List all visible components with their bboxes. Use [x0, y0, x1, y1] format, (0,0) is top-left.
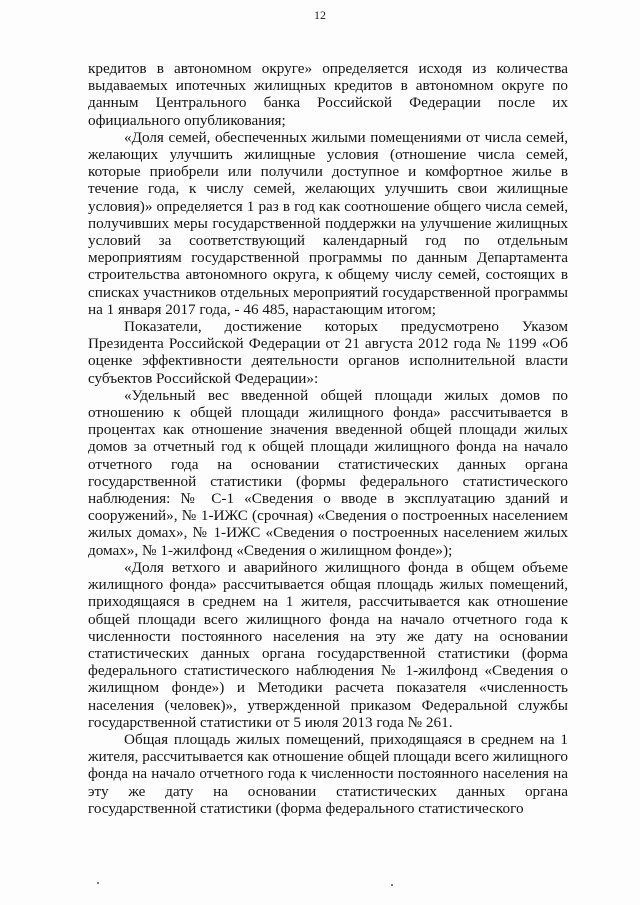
paragraph-family-housing-share: «Доля семей, обеспеченных жилыми помещениями от числа семей, желающих улучшить жилищные условия (отношение числа семей, которые приобрели или получили доступное и комфортное жилье в течение года, к числу семей, желающих улучшить свои жилищные условия)» определяется 1 раз в год как соотношение общего числа семей, получивших меры государственной поддержки на улучшение жилищных условий за соответствующий календарный год по отдельным мероприятиям государственной программы по данным Департамента строительства автономного округа, к общему числу семей, состоящих в списках участников отдельных мероприятий государственной программы на 1 января 2017 года, - 46 485, нарастающим итогом; [88, 128, 568, 318]
paragraph-housing-commissioning-share: «Удельный вес введенной общей площади жилых домов по отношению к общей площади жилищного фонда» рассчитывается в процентах как отношение значения введенной общей площади жилых домов за отчетный год к общей площади жилищного фонда на начало отчетного года на основании статистических данных органа государственной статистики (формы федерального статистического наблюдения: № С-1 «Сведения о вводе в эксплуатацию зданий и сооружений», № 1-ИЖС (срочная) «Сведения о построенных населением жилых домах», № 1-ИЖС «Сведения о построенных населением жилых домах», № 1-жилфонд «Сведения о жилищном фонде»); [88, 386, 568, 559]
page-number: 12 [314, 8, 326, 22]
paragraph-presidential-decree-indicators: Показатели, достижение которых предусмотрено Указом Президента Российской Федерации от 21 августа 2012 года № 1199 «Об оценке эффективности деятельности органов исполнительной власти субъектов Российской Федерации»: [88, 318, 568, 387]
document-body [88, 60, 568, 817]
paragraph-continuation: кредитов в автономном округе» определяется исходя из количества выдаваемых ипотечных жилищных кредитов в автономном округе по данным Центрального банка Российской Федерации после их официального опубликования; [88, 60, 568, 129]
scan-speck [391, 884, 393, 886]
paragraph-dilapidated-housing-share: «Доля ветхого и аварийного жилищного фонда в общем объеме жилищного фонда» рассчитывается общая площадь жилых помещений, приходящаяся в среднем на 1 жителя, рассчитывается как отношение общей площади всего жилищного фонда на начало отчетного года к численности постоянного населения на эту же дату на основании статистических данных органа государственной статистики (форма федерального статистического наблюдения № 1-жилфонд «Сведения о жилищном фонде») и Методики расчета показателя «численность населения (человек)», утвержденной приказом Федеральной службы государственной статистики от 5 июля 2013 года № 261. [88, 558, 568, 731]
paragraph-living-area-per-resident: Общая площадь жилых помещений, приходящаяся в среднем на 1 жителя, рассчитывается как отношение общей площади всего жилищного фонда на начало отчетного года к численности постоянного населения на эту же дату на основании статистических данных органа государственной статистики (форма федерального статистического [88, 730, 568, 817]
scan-speck [97, 882, 99, 884]
